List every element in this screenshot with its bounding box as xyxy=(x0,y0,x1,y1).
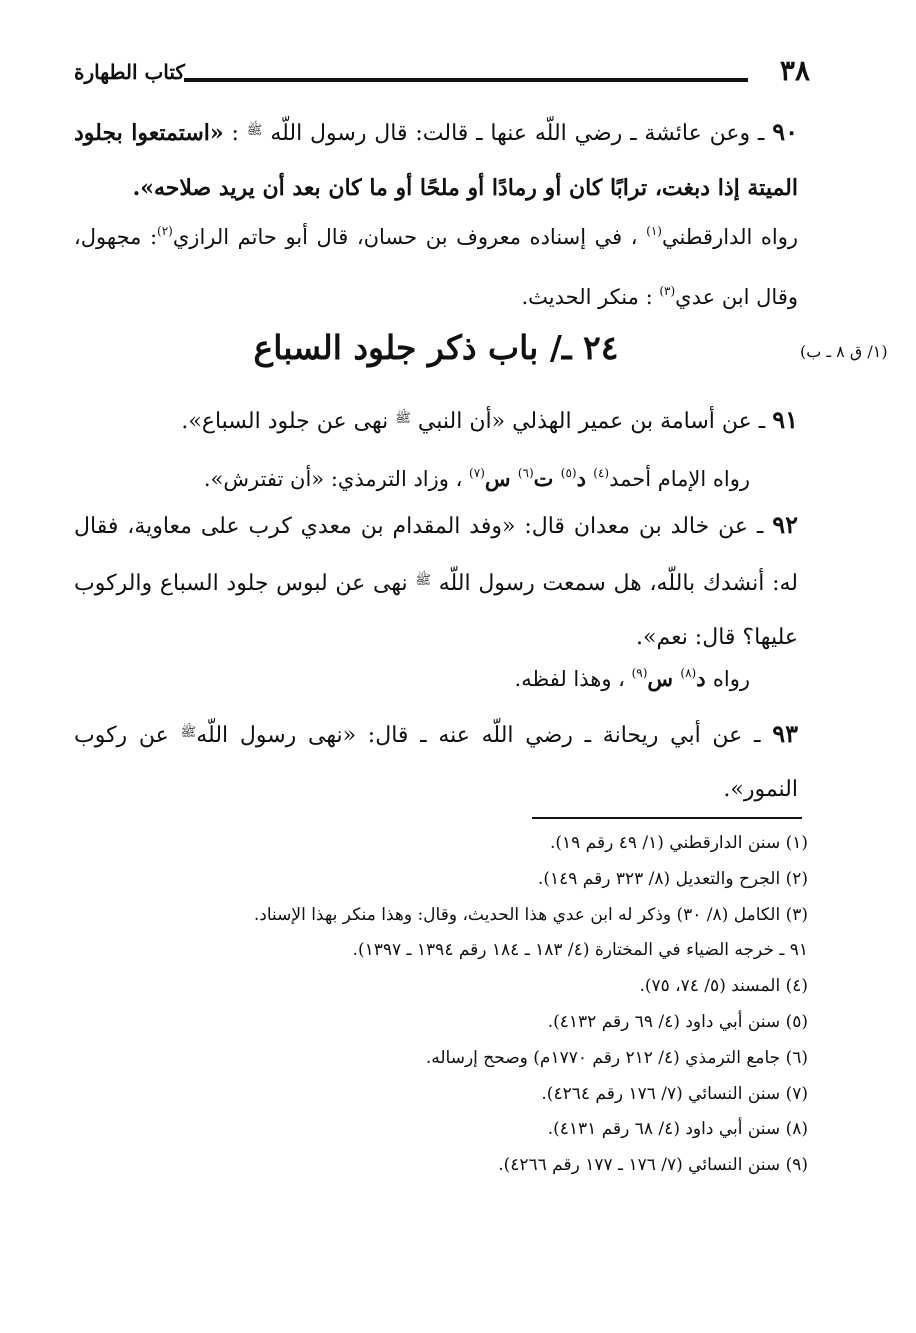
takhrij-text: رواه الدارقطني xyxy=(661,225,798,249)
hadith-text: ـ وعن عائشة ـ رضي اللّه عنها ـ قالت: قال رسول اللّه xyxy=(262,121,773,146)
hadith-text: نهى عن جلود السباع». xyxy=(181,409,396,434)
footnote-ref: (٧) xyxy=(469,466,485,480)
page-number: ٣٨ xyxy=(779,54,810,87)
footnote: (٨) سنن أبي داود (٤/ ٦٨ رقم ٤١٣١). xyxy=(547,1119,808,1140)
takhrij-text: رواه الإمام أحمد xyxy=(609,467,750,491)
hadith-90-takhrij xyxy=(74,204,798,324)
takhrij-text: ، وهذا لفظه. xyxy=(514,667,632,691)
footnote: (٥) سنن أبي داود (٤/ ٦٩ رقم ٤١٣٢). xyxy=(547,1011,808,1032)
hadith-number: ٩٢ xyxy=(772,510,798,539)
hadith-colon: : xyxy=(223,121,247,146)
footnote-rule xyxy=(532,817,802,819)
footnote-ref: (٨) xyxy=(680,666,697,680)
footnotes xyxy=(74,826,808,1184)
chapter-number: ٢٤ ـ/ xyxy=(549,328,619,367)
footnote: (٤) المسند (٥/ ٧٤، ٧٥). xyxy=(639,976,808,997)
salla-symbol: ﷺ xyxy=(180,725,197,740)
footnote: (٩) سنن النسائي (٧/ ١٧٦ ـ ١٧٧ رقم ٤٢٦٦). xyxy=(498,1155,808,1176)
hadith-93 xyxy=(74,706,798,817)
margin-note: (١/ ق ٨ ـ ب) xyxy=(800,342,888,361)
hadith-number: ٩١ xyxy=(772,405,798,434)
source-abbrev: س xyxy=(484,466,518,491)
hadith-matn: «استمتعوا بجلود الميتة إذا دبغت، ترابًا كان أو رمادًا أو ملحًا أو ما كان بعد أن يريد صلاحه». xyxy=(74,120,798,201)
footnote: (٦) جامع الترمذي (٤/ ٢١٢ رقم ١٧٧٠م) وصحح إرساله. xyxy=(425,1047,808,1068)
takhrij-text: : منكر الحديث. xyxy=(521,285,660,309)
source-abbrev: س xyxy=(647,666,681,691)
salla-symbol: ﷺ xyxy=(246,123,263,138)
footnote: (٣) الكامل (٨/ ٣٠) وذكر له ابن عدي هذا الحديث، وقال: وهذا منكر بهذا الإسناد. xyxy=(253,904,808,925)
hadith-text: عن ركوب النمور». xyxy=(74,723,798,802)
running-header xyxy=(74,54,810,94)
hadith-text: ـ عن أسامة بن عمير الهذلي «أن النبي xyxy=(410,409,773,434)
hadith-90 xyxy=(74,104,798,216)
takhrij-text: : مجهول، وقال ابن عدي xyxy=(74,225,798,309)
footnote-ref: (٤) xyxy=(593,466,610,480)
chapter-heading xyxy=(74,328,798,367)
footnote: (٢) الجرح والتعديل (٨/ ٣٢٣ رقم ١٤٩). xyxy=(537,868,808,889)
footnote-ref: (٦) xyxy=(517,466,534,480)
hadith-number: ٩٠ xyxy=(772,117,798,146)
footnote-ref: (٥) xyxy=(560,466,577,480)
hadith-number: ٩٣ xyxy=(772,719,798,748)
footnote: (١) سنن الدارقطني (١/ ٤٩ رقم ١٩). xyxy=(549,833,808,853)
footnote-ref: (١) xyxy=(646,224,662,238)
hadith-text: ـ عن أبي ريحانة ـ رضي اللّه عنه ـ قال: «نهى رسول اللّه xyxy=(196,723,773,748)
footnote-ref: (٩) xyxy=(631,666,648,680)
takhrij-text: ، وزاد الترمذي: «أن تفترش». xyxy=(203,467,470,491)
hadith-91 xyxy=(74,392,798,449)
hadith-text: نهى عن لبوس جلود السباع والركوب عليها؟ قال: نعم». xyxy=(74,571,798,650)
takhrij-text: ، في إسناده معروف بن حسان، قال أبو حاتم الرازي xyxy=(172,225,647,249)
hadith-text: ـ عن خالد بن معدان قال: «وفد المقدام بن معدي كرب على معاوية، فقال له: أنشدك باللّه، هل سمعت رسول اللّه xyxy=(74,514,798,596)
footnote-ref: (٣) xyxy=(659,284,676,298)
source-abbrev: د xyxy=(576,466,594,491)
hadith-92 xyxy=(74,498,798,665)
header-rule xyxy=(184,78,748,82)
chapter-title: باب ذكر جلود السباع xyxy=(253,328,550,367)
salla-symbol: ﷺ xyxy=(415,573,432,588)
source-abbrev: ت xyxy=(533,466,561,491)
hadith-92-takhrij xyxy=(74,646,798,706)
footnote-ref: (٢) xyxy=(157,224,173,238)
footnote: ٩١ ـ خرجه الضياء في المختارة (٤/ ١٨٣ ـ ١٨٤ رقم ١٣٩٤ ـ ١٣٩٧). xyxy=(352,940,808,961)
salla-symbol: ﷺ xyxy=(395,411,411,426)
takhrij-text: رواه xyxy=(712,667,750,691)
book-title: كتاب الطهارة xyxy=(74,60,185,84)
footnote: (٧) سنن النسائي (٧/ ١٧٦ رقم ٤٢٦٤). xyxy=(541,1083,808,1104)
source-abbrev: د xyxy=(696,666,713,691)
hadith-91-takhrij xyxy=(74,446,798,506)
